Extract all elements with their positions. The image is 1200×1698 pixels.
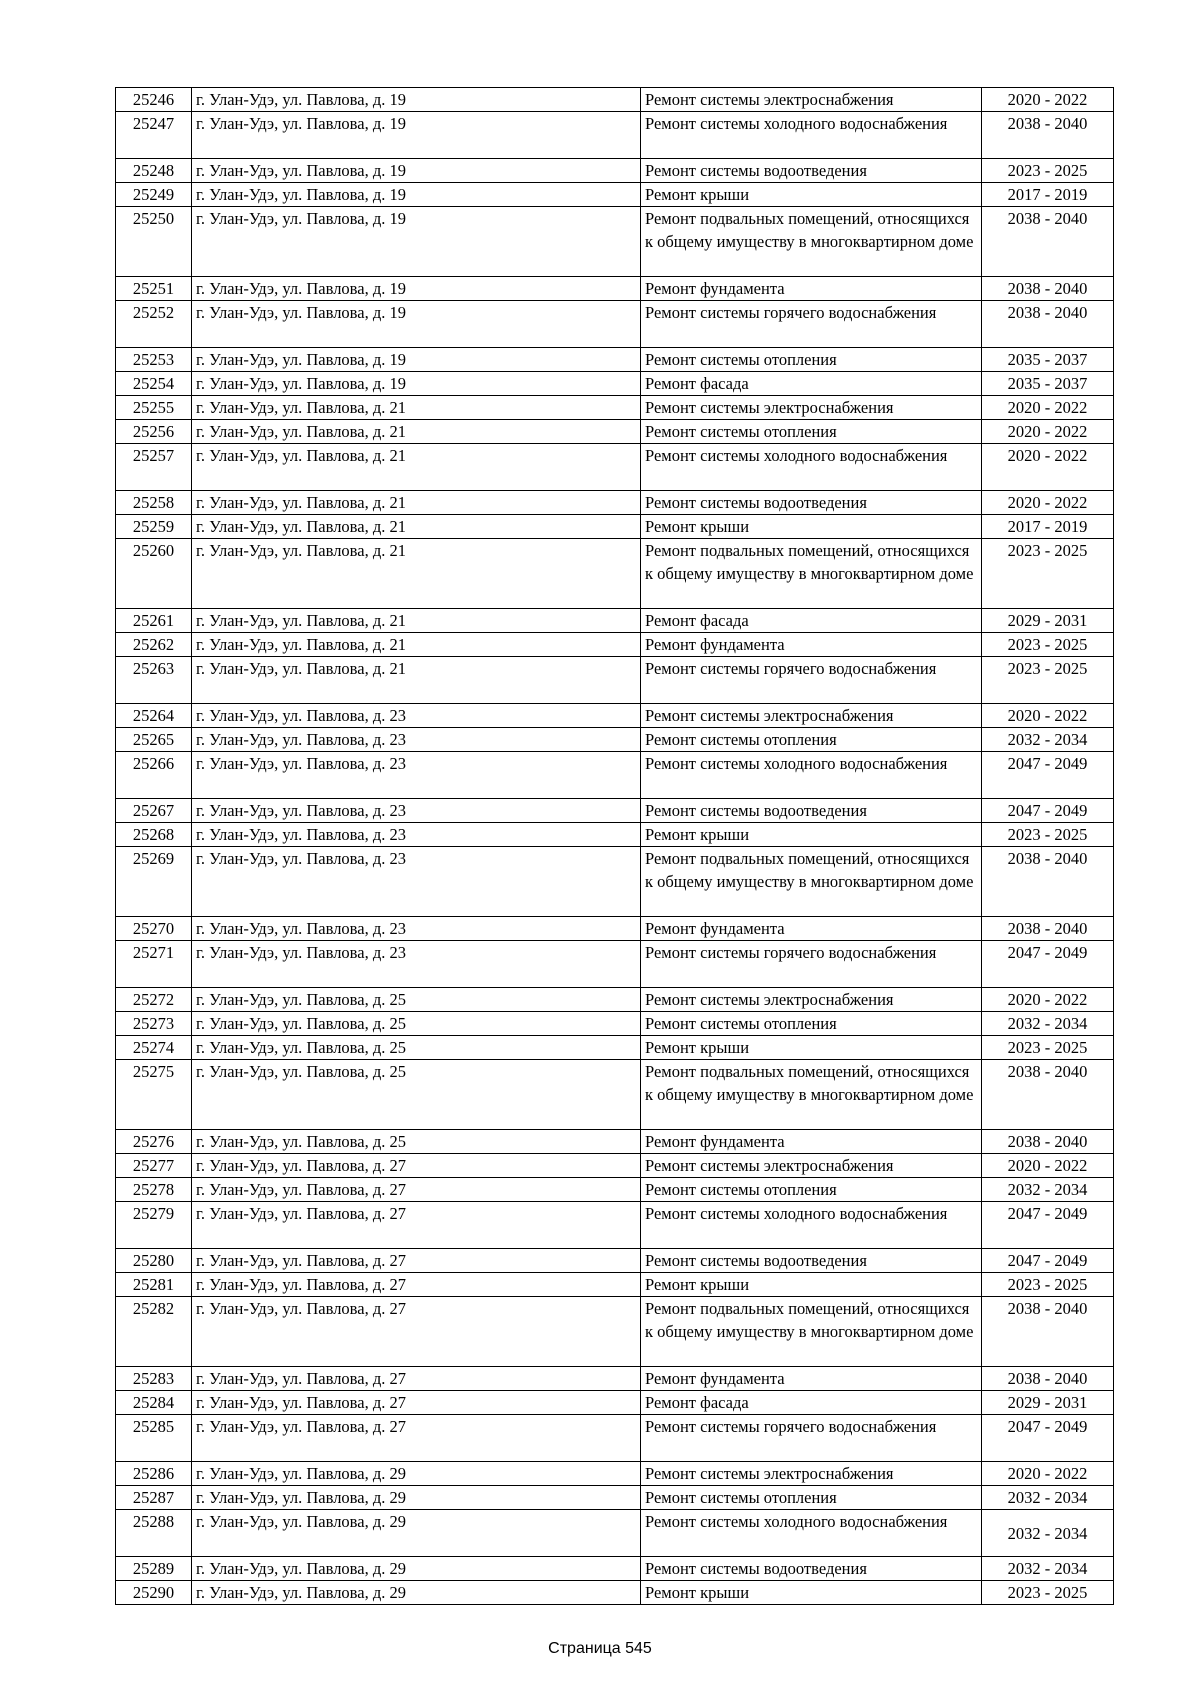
row-number-cell: 25249 xyxy=(116,183,192,207)
table-row xyxy=(116,207,1114,277)
table-row xyxy=(116,823,1114,847)
address-cell: г. Улан-Удэ, ул. Павлова, д. 27 xyxy=(192,1178,641,1202)
period-cell: 2038 - 2040 xyxy=(982,1060,1114,1130)
work-type-cell: Ремонт системы отопления xyxy=(641,728,982,752)
row-number-cell: 25260 xyxy=(116,539,192,609)
address-cell: г. Улан-Удэ, ул. Павлова, д. 23 xyxy=(192,728,641,752)
row-number-cell: 25286 xyxy=(116,1462,192,1486)
work-type-cell: Ремонт подвальных помещений, относящихся к общему имуществу в многоквартирном доме xyxy=(641,207,982,277)
table-row xyxy=(116,1202,1114,1249)
period-cell: 2023 - 2025 xyxy=(982,539,1114,609)
address-cell: г. Улан-Удэ, ул. Павлова, д. 23 xyxy=(192,704,641,728)
address-cell: г. Улан-Удэ, ул. Павлова, д. 29 xyxy=(192,1486,641,1510)
address-cell: г. Улан-Удэ, ул. Павлова, д. 21 xyxy=(192,633,641,657)
row-number-cell: 25275 xyxy=(116,1060,192,1130)
period-cell: 2035 - 2037 xyxy=(982,348,1114,372)
period-cell: 2023 - 2025 xyxy=(982,657,1114,704)
work-type-cell: Ремонт фасада xyxy=(641,609,982,633)
period-cell: 2035 - 2037 xyxy=(982,372,1114,396)
address-cell: г. Улан-Удэ, ул. Павлова, д. 27 xyxy=(192,1297,641,1367)
table-row xyxy=(116,847,1114,917)
row-number-cell: 25282 xyxy=(116,1297,192,1367)
row-number-cell: 25273 xyxy=(116,1012,192,1036)
period-cell: 2038 - 2040 xyxy=(982,277,1114,301)
work-type-cell: Ремонт системы электроснабжения xyxy=(641,1462,982,1486)
period-cell: 2038 - 2040 xyxy=(982,207,1114,277)
address-cell: г. Улан-Удэ, ул. Павлова, д. 19 xyxy=(192,207,641,277)
row-number-cell: 25259 xyxy=(116,515,192,539)
row-number-cell: 25257 xyxy=(116,444,192,491)
work-type-cell: Ремонт системы холодного водоснабжения xyxy=(641,112,982,159)
table-row xyxy=(116,1036,1114,1060)
work-type-cell: Ремонт фасада xyxy=(641,372,982,396)
period-cell: 2029 - 2031 xyxy=(982,609,1114,633)
period-cell: 2038 - 2040 xyxy=(982,1367,1114,1391)
repair-schedule-table xyxy=(115,87,1114,1605)
work-type-cell: Ремонт системы горячего водоснабжения xyxy=(641,941,982,988)
work-type-cell: Ремонт системы водоотведения xyxy=(641,1557,982,1581)
row-number-cell: 25289 xyxy=(116,1557,192,1581)
address-cell: г. Улан-Удэ, ул. Павлова, д. 21 xyxy=(192,657,641,704)
work-type-cell: Ремонт фундамента xyxy=(641,1130,982,1154)
address-cell: г. Улан-Удэ, ул. Павлова, д. 25 xyxy=(192,988,641,1012)
period-cell: 2038 - 2040 xyxy=(982,847,1114,917)
row-number-cell: 25278 xyxy=(116,1178,192,1202)
row-number-cell: 25265 xyxy=(116,728,192,752)
period-cell: 2020 - 2022 xyxy=(982,704,1114,728)
table-row xyxy=(116,444,1114,491)
row-number-cell: 25262 xyxy=(116,633,192,657)
period-cell: 2032 - 2034 xyxy=(982,1486,1114,1510)
table-row xyxy=(116,1130,1114,1154)
work-type-cell: Ремонт системы электроснабжения xyxy=(641,1154,982,1178)
address-cell: г. Улан-Удэ, ул. Павлова, д. 25 xyxy=(192,1012,641,1036)
address-cell: г. Улан-Удэ, ул. Павлова, д. 21 xyxy=(192,420,641,444)
address-cell: г. Улан-Удэ, ул. Павлова, д. 23 xyxy=(192,847,641,917)
period-cell: 2029 - 2031 xyxy=(982,1391,1114,1415)
address-cell: г. Улан-Удэ, ул. Павлова, д. 19 xyxy=(192,112,641,159)
row-number-cell: 25285 xyxy=(116,1415,192,1462)
work-type-cell: Ремонт системы водоотведения xyxy=(641,799,982,823)
work-type-cell: Ремонт фундамента xyxy=(641,917,982,941)
row-number-cell: 25254 xyxy=(116,372,192,396)
row-number-cell: 25274 xyxy=(116,1036,192,1060)
period-cell: 2020 - 2022 xyxy=(982,1462,1114,1486)
period-cell: 2047 - 2049 xyxy=(982,1249,1114,1273)
row-number-cell: 25246 xyxy=(116,88,192,112)
period-cell: 2017 - 2019 xyxy=(982,183,1114,207)
row-number-cell: 25281 xyxy=(116,1273,192,1297)
address-cell: г. Улан-Удэ, ул. Павлова, д. 27 xyxy=(192,1154,641,1178)
address-cell: г. Улан-Удэ, ул. Павлова, д. 21 xyxy=(192,609,641,633)
address-cell: г. Улан-Удэ, ул. Павлова, д. 21 xyxy=(192,444,641,491)
table-row xyxy=(116,159,1114,183)
row-number-cell: 25252 xyxy=(116,301,192,348)
period-cell: 2020 - 2022 xyxy=(982,88,1114,112)
work-type-cell: Ремонт крыши xyxy=(641,1581,982,1605)
table-row xyxy=(116,728,1114,752)
work-type-cell: Ремонт системы горячего водоснабжения xyxy=(641,657,982,704)
work-type-cell: Ремонт системы отопления xyxy=(641,1486,982,1510)
row-number-cell: 25255 xyxy=(116,396,192,420)
period-cell: 2047 - 2049 xyxy=(982,799,1114,823)
work-type-cell: Ремонт фундамента xyxy=(641,1367,982,1391)
table-row xyxy=(116,348,1114,372)
row-number-cell: 25271 xyxy=(116,941,192,988)
address-cell: г. Улан-Удэ, ул. Павлова, д. 27 xyxy=(192,1249,641,1273)
row-number-cell: 25280 xyxy=(116,1249,192,1273)
table-row xyxy=(116,988,1114,1012)
address-cell: г. Улан-Удэ, ул. Павлова, д. 23 xyxy=(192,941,641,988)
work-type-cell: Ремонт системы электроснабжения xyxy=(641,988,982,1012)
row-number-cell: 25276 xyxy=(116,1130,192,1154)
address-cell: г. Улан-Удэ, ул. Павлова, д. 21 xyxy=(192,491,641,515)
row-number-cell: 25247 xyxy=(116,112,192,159)
work-type-cell: Ремонт системы электроснабжения xyxy=(641,88,982,112)
row-number-cell: 25279 xyxy=(116,1202,192,1249)
period-cell: 2038 - 2040 xyxy=(982,112,1114,159)
row-number-cell: 25248 xyxy=(116,159,192,183)
table-row xyxy=(116,1249,1114,1273)
table-row xyxy=(116,1297,1114,1367)
work-type-cell: Ремонт системы водоотведения xyxy=(641,159,982,183)
period-cell: 2023 - 2025 xyxy=(982,1581,1114,1605)
row-number-cell: 25253 xyxy=(116,348,192,372)
address-cell: г. Улан-Удэ, ул. Павлова, д. 23 xyxy=(192,823,641,847)
work-type-cell: Ремонт фасада xyxy=(641,1391,982,1415)
period-cell: 2023 - 2025 xyxy=(982,633,1114,657)
period-cell: 2047 - 2049 xyxy=(982,941,1114,988)
period-cell: 2020 - 2022 xyxy=(982,396,1114,420)
work-type-cell: Ремонт системы горячего водоснабжения xyxy=(641,1415,982,1462)
period-cell: 2032 - 2034 xyxy=(982,1557,1114,1581)
table-row xyxy=(116,657,1114,704)
address-cell: г. Улан-Удэ, ул. Павлова, д. 21 xyxy=(192,515,641,539)
table-row xyxy=(116,396,1114,420)
period-cell: 2032 - 2034 xyxy=(982,1178,1114,1202)
work-type-cell: Ремонт системы электроснабжения xyxy=(641,704,982,728)
work-type-cell: Ремонт системы холодного водоснабжения xyxy=(641,1510,982,1557)
table-row xyxy=(116,1367,1114,1391)
address-cell: г. Улан-Удэ, ул. Павлова, д. 27 xyxy=(192,1415,641,1462)
table-row xyxy=(116,917,1114,941)
work-type-cell: Ремонт системы электроснабжения xyxy=(641,396,982,420)
period-cell: 2020 - 2022 xyxy=(982,988,1114,1012)
table-row xyxy=(116,372,1114,396)
row-number-cell: 25272 xyxy=(116,988,192,1012)
address-cell: г. Улан-Удэ, ул. Павлова, д. 19 xyxy=(192,301,641,348)
period-cell: 2017 - 2019 xyxy=(982,515,1114,539)
address-cell: г. Улан-Удэ, ул. Павлова, д. 23 xyxy=(192,752,641,799)
row-number-cell: 25290 xyxy=(116,1581,192,1605)
table-row xyxy=(116,515,1114,539)
row-number-cell: 25256 xyxy=(116,420,192,444)
table-row xyxy=(116,1154,1114,1178)
table-row xyxy=(116,704,1114,728)
period-cell: 2038 - 2040 xyxy=(982,917,1114,941)
period-cell: 2032 - 2034 xyxy=(982,1510,1114,1557)
address-cell: г. Улан-Удэ, ул. Павлова, д. 29 xyxy=(192,1581,641,1605)
work-type-cell: Ремонт системы холодного водоснабжения xyxy=(641,1202,982,1249)
work-type-cell: Ремонт системы холодного водоснабжения xyxy=(641,752,982,799)
period-cell: 2047 - 2049 xyxy=(982,1202,1114,1249)
work-type-cell: Ремонт крыши xyxy=(641,183,982,207)
period-cell: 2023 - 2025 xyxy=(982,823,1114,847)
table-body xyxy=(116,88,1114,1605)
period-cell: 2047 - 2049 xyxy=(982,752,1114,799)
address-cell: г. Улан-Удэ, ул. Павлова, д. 23 xyxy=(192,799,641,823)
address-cell: г. Улан-Удэ, ул. Павлова, д. 21 xyxy=(192,396,641,420)
table-row xyxy=(116,491,1114,515)
work-type-cell: Ремонт системы отопления xyxy=(641,1178,982,1202)
table-row xyxy=(116,420,1114,444)
table-row xyxy=(116,539,1114,609)
period-cell: 2020 - 2022 xyxy=(982,1154,1114,1178)
row-number-cell: 25258 xyxy=(116,491,192,515)
address-cell: г. Улан-Удэ, ул. Павлова, д. 19 xyxy=(192,348,641,372)
period-cell: 2032 - 2034 xyxy=(982,1012,1114,1036)
period-cell: 2038 - 2040 xyxy=(982,1130,1114,1154)
table-row xyxy=(116,1557,1114,1581)
work-type-cell: Ремонт фундамента xyxy=(641,633,982,657)
work-type-cell: Ремонт системы отопления xyxy=(641,1012,982,1036)
row-number-cell: 25288 xyxy=(116,1510,192,1557)
row-number-cell: 25277 xyxy=(116,1154,192,1178)
table-row xyxy=(116,633,1114,657)
address-cell: г. Улан-Удэ, ул. Павлова, д. 25 xyxy=(192,1036,641,1060)
work-type-cell: Ремонт крыши xyxy=(641,823,982,847)
work-type-cell: Ремонт фундамента xyxy=(641,277,982,301)
work-type-cell: Ремонт крыши xyxy=(641,1036,982,1060)
row-number-cell: 25251 xyxy=(116,277,192,301)
table-row xyxy=(116,183,1114,207)
table-row xyxy=(116,1415,1114,1462)
work-type-cell: Ремонт системы отопления xyxy=(641,420,982,444)
period-cell: 2032 - 2034 xyxy=(982,728,1114,752)
row-number-cell: 25287 xyxy=(116,1486,192,1510)
page-number: Страница 545 xyxy=(548,1640,652,1657)
period-cell: 2020 - 2022 xyxy=(982,491,1114,515)
work-type-cell: Ремонт системы водоотведения xyxy=(641,1249,982,1273)
table-row xyxy=(116,1462,1114,1486)
row-number-cell: 25268 xyxy=(116,823,192,847)
address-cell: г. Улан-Удэ, ул. Павлова, д. 19 xyxy=(192,159,641,183)
address-cell: г. Улан-Удэ, ул. Павлова, д. 19 xyxy=(192,183,641,207)
table-row xyxy=(116,112,1114,159)
address-cell: г. Улан-Удэ, ул. Павлова, д. 19 xyxy=(192,372,641,396)
period-cell: 2023 - 2025 xyxy=(982,1273,1114,1297)
table-row xyxy=(116,941,1114,988)
table-row xyxy=(116,88,1114,112)
address-cell: г. Улан-Удэ, ул. Павлова, д. 25 xyxy=(192,1060,641,1130)
table-row xyxy=(116,1060,1114,1130)
address-cell: г. Улан-Удэ, ул. Павлова, д. 19 xyxy=(192,277,641,301)
period-cell: 2020 - 2022 xyxy=(982,420,1114,444)
table-row xyxy=(116,609,1114,633)
address-cell: г. Улан-Удэ, ул. Павлова, д. 27 xyxy=(192,1202,641,1249)
row-number-cell: 25269 xyxy=(116,847,192,917)
work-type-cell: Ремонт системы отопления xyxy=(641,348,982,372)
row-number-cell: 25270 xyxy=(116,917,192,941)
work-type-cell: Ремонт системы холодного водоснабжения xyxy=(641,444,982,491)
work-type-cell: Ремонт подвальных помещений, относящихся к общему имуществу в многоквартирном доме xyxy=(641,1060,982,1130)
period-cell: 2038 - 2040 xyxy=(982,1297,1114,1367)
work-type-cell: Ремонт подвальных помещений, относящихся к общему имуществу в многоквартирном доме xyxy=(641,539,982,609)
work-type-cell: Ремонт системы горячего водоснабжения xyxy=(641,301,982,348)
row-number-cell: 25284 xyxy=(116,1391,192,1415)
period-cell: 2038 - 2040 xyxy=(982,301,1114,348)
row-number-cell: 25264 xyxy=(116,704,192,728)
table-row xyxy=(116,1012,1114,1036)
work-type-cell: Ремонт крыши xyxy=(641,515,982,539)
table-row xyxy=(116,277,1114,301)
work-type-cell: Ремонт системы водоотведения xyxy=(641,491,982,515)
row-number-cell: 25263 xyxy=(116,657,192,704)
period-cell: 2023 - 2025 xyxy=(982,1036,1114,1060)
row-number-cell: 25267 xyxy=(116,799,192,823)
table-row xyxy=(116,1510,1114,1557)
period-cell: 2023 - 2025 xyxy=(982,159,1114,183)
work-type-cell: Ремонт подвальных помещений, относящихся к общему имуществу в многоквартирном доме xyxy=(641,1297,982,1367)
address-cell: г. Улан-Удэ, ул. Павлова, д. 27 xyxy=(192,1391,641,1415)
table-row xyxy=(116,301,1114,348)
work-type-cell: Ремонт крыши xyxy=(641,1273,982,1297)
address-cell: г. Улан-Удэ, ул. Павлова, д. 29 xyxy=(192,1462,641,1486)
row-number-cell: 25250 xyxy=(116,207,192,277)
work-type-cell: Ремонт подвальных помещений, относящихся к общему имуществу в многоквартирном доме xyxy=(641,847,982,917)
address-cell: г. Улан-Удэ, ул. Павлова, д. 19 xyxy=(192,88,641,112)
address-cell: г. Улан-Удэ, ул. Павлова, д. 23 xyxy=(192,917,641,941)
table-row xyxy=(116,1581,1114,1605)
row-number-cell: 25283 xyxy=(116,1367,192,1391)
period-cell: 2020 - 2022 xyxy=(982,444,1114,491)
table-row xyxy=(116,1486,1114,1510)
address-cell: г. Улан-Удэ, ул. Павлова, д. 27 xyxy=(192,1367,641,1391)
table-row xyxy=(116,799,1114,823)
address-cell: г. Улан-Удэ, ул. Павлова, д. 29 xyxy=(192,1557,641,1581)
row-number-cell: 25266 xyxy=(116,752,192,799)
table-row xyxy=(116,1391,1114,1415)
table-row xyxy=(116,752,1114,799)
address-cell: г. Улан-Удэ, ул. Павлова, д. 29 xyxy=(192,1510,641,1557)
address-cell: г. Улан-Удэ, ул. Павлова, д. 21 xyxy=(192,539,641,609)
period-cell: 2047 - 2049 xyxy=(982,1415,1114,1462)
address-cell: г. Улан-Удэ, ул. Павлова, д. 25 xyxy=(192,1130,641,1154)
address-cell: г. Улан-Удэ, ул. Павлова, д. 27 xyxy=(192,1273,641,1297)
table-row xyxy=(116,1273,1114,1297)
table-row xyxy=(116,1178,1114,1202)
row-number-cell: 25261 xyxy=(116,609,192,633)
